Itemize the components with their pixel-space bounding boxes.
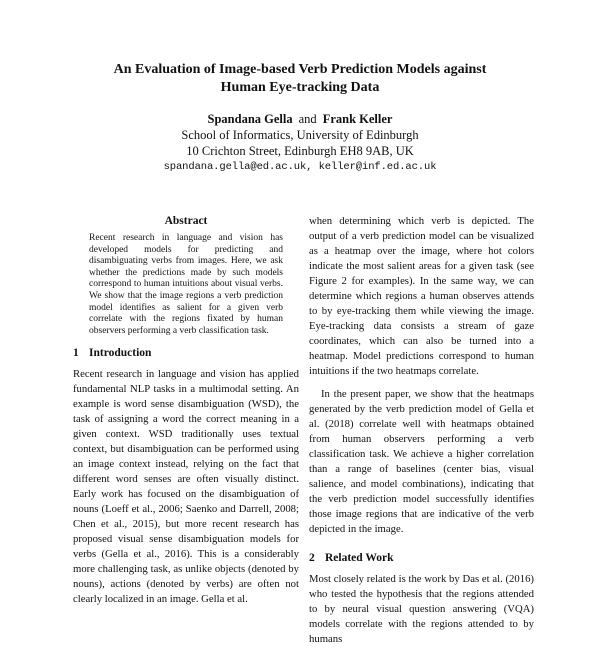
section-title: Introduction <box>89 347 152 360</box>
section-number: 1 <box>73 347 79 360</box>
title-line-1: An Evaluation of Image-based Verb Prediction Models against <box>113 62 487 77</box>
right-column <box>309 214 534 647</box>
intro-paragraph-1-continued: when determining which verb is depicted. The output of a verb prediction model can be visualized as a heatmap over the image, where hot colors indicate the most salient areas for a given task (see Figure 2 for examples). In the same way, we can determine which regions a human observes attends to by eye-tracking them while viewing the image. Eye-tracking data consists a stream of gaze coordinates, which can also be turned into a heatmap. Model predictions correspond to human intuitions if the two heatmaps correlate. <box>309 215 534 377</box>
intro-paragraph-2: In the present paper, we show that the heatmaps generated by the verb prediction model of Gella et al. (2018) correlate well with heatmaps obtained from human observers performing a verb classification task. We achieve a higher correlation than a range of baselines (center bias, visual salience, and model combinations), indicating that the verb prediction model successfully identifies those image regions that are indicative of the verb depicted in the image. <box>309 388 534 535</box>
section-heading-related-work <box>309 551 534 566</box>
section-number: 2 <box>309 552 315 564</box>
intro-paragraph-1: Recent research in language and vision has applied fundamental NLP tasks in a multimodal setting. An example is word sense disambiguation (WSD), the task of assigning a word the correct meaning in a given context. WSD traditionally uses textual context, but disambiguation can be performed using an image context instead, relying on the fact that different word senses are often visually distinct. Early work has focused on the disambiguation of nouns (Loeff et al., 2006; Saenko and Darrell, 2008; Chen et al., 2015), but more recent research has proposed visual sense disambiguation models for verbs (Gella et al., 2016). This is a considerably more challenging task, as unlike objects (denoted by nouns), actions (denoted by verbs) are often not clearly localized in an image. Gella et al. <box>73 368 299 606</box>
author-name-1: Spandana Gella <box>207 112 293 126</box>
affiliation-line-2: 10 Crichton Street, Edinburgh EH8 9AB, UK <box>186 144 414 158</box>
author-block <box>60 111 540 175</box>
affiliation-line-1: School of Informatics, University of Edinburgh <box>181 128 419 142</box>
left-column <box>73 214 299 607</box>
author-separator: and <box>298 112 317 126</box>
title-line-2: Human Eye-tracking Data <box>220 80 380 95</box>
author-emails: spandana.gella@ed.ac.uk, keller@inf.ed.ac.uk <box>163 161 437 173</box>
abstract-heading: Abstract <box>164 215 208 227</box>
author-name-2: Frank Keller <box>322 112 393 126</box>
abstract-text: Recent research in language and vision has developed models for predicting and disambiguating verbs from images. Here, we ask whether the predictions made by such models correspond to human intuitions about visual verbs. We show that the image regions a verb prediction model identifies as salient for a given verb correlate with the regions fixated by human observers performing a verb classification task. <box>89 233 283 336</box>
paper-title <box>60 61 540 97</box>
section-title: Related Work <box>325 552 394 564</box>
related-paragraph-1: Most closely related is the work by Das et al. (2016) who tested the hypothesis that the regions attended to by neural visual question answering (VQA) models correlate with the regions attended to by humans <box>309 573 534 645</box>
section-heading-introduction <box>73 346 299 361</box>
